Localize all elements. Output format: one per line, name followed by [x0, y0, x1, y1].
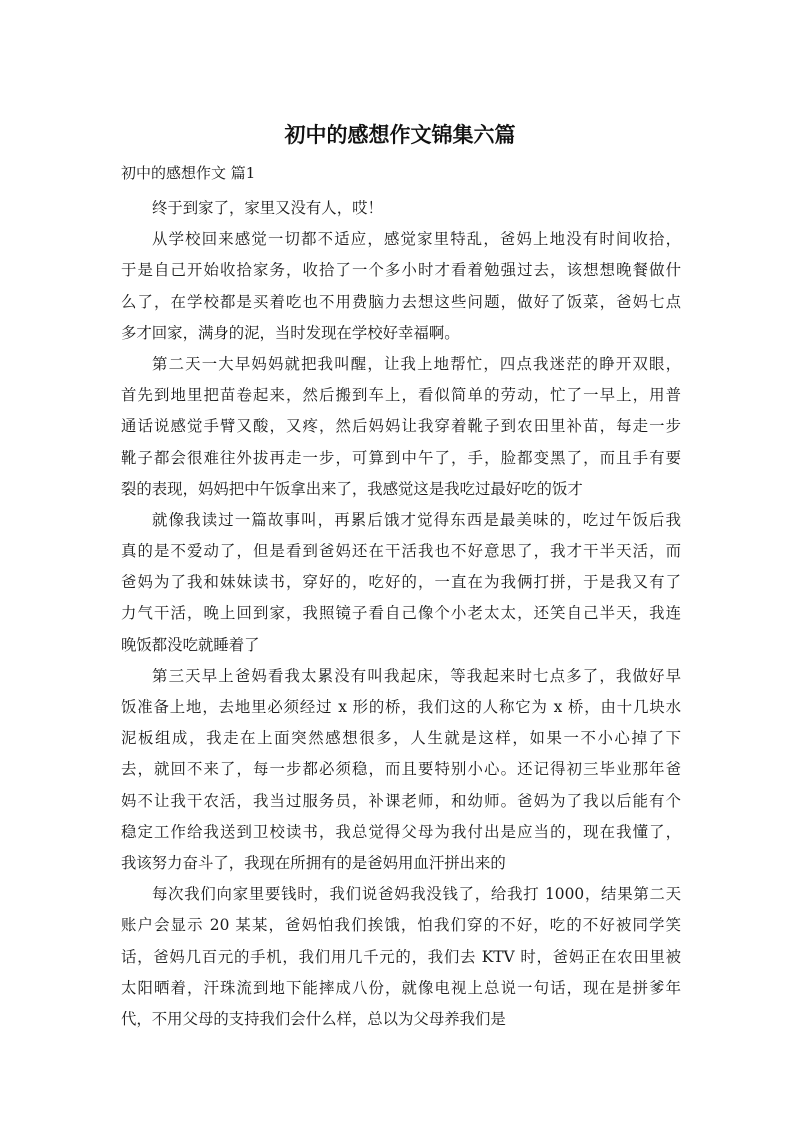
paragraph-line: 每次我们向家里要钱时，我们说爸妈我没钱了，给我打 1000，结果第二天 — [152, 885, 681, 904]
paragraph-line: 靴子都会很难往外拔再走一步，可算到中午了，手，脸都变黑了，而且手有要 — [121, 448, 681, 467]
paragraph — [121, 661, 681, 879]
paragraph-line: 通话说感觉手臂又酸，又疼，然后妈妈让我穿着靴子到农田里补苗，每走一步 — [121, 417, 681, 436]
paragraph-line: 多才回家，满身的泥，当时发现在学校好幸福啊。 — [121, 323, 460, 342]
paragraph-line: 第三天早上爸妈看我太累没有叫我起床，等我起来时七点多了，我做好早 — [152, 666, 681, 685]
paragraph-line: 代，不用父母的支持我们会什么样，总以为父母养我们是 — [121, 1009, 506, 1028]
paragraph-line: 饭准备上地，去地里必须经过 x 形的桥，我们这的人称它为 x 桥，由十几块水 — [121, 698, 681, 716]
paragraph-line: 就像我读过一篇故事叫，再累后饿才觉得东西是最美味的，吃过午饭后我 — [152, 510, 681, 529]
paragraph — [121, 349, 681, 505]
paragraph-line: 第二天一大早妈妈就把我叫醒，让我上地帮忙，四点我迷茫的睁开双眼， — [152, 354, 681, 373]
section-heading: 初中的感想作文 篇1 — [121, 164, 256, 182]
document-title: 初中的感想作文锦集六篇 — [284, 123, 516, 147]
paragraph-line: 裂的表现，妈妈把中午饭拿出来了，我感觉这是我吃过最好吃的饭才 — [121, 479, 583, 498]
paragraph-line: 终于到家了，家里又没有人，哎！ — [152, 199, 383, 217]
paragraph-line: 么了，在学校都是买着吃也不用费脑力去想这些问题，做好了饭菜，爸妈七点 — [121, 292, 681, 311]
paragraph-line: 首先到地里把苗卷起来，然后搬到车上，看似简单的劳动，忙了一早上，用普 — [121, 386, 681, 405]
paragraph-line: 从学校回来感觉一切都不适应，感觉家里特乱，爸妈上地没有时间收拾， — [152, 230, 681, 249]
paragraph — [121, 224, 681, 349]
paragraph-line: 真的是不爱动了，但是看到爸妈还在干活我也不好意思了，我才干半天活，而 — [121, 542, 681, 561]
paragraph-line: 泥板组成，我走在上面突然感想很多，人生就是这样，如果一不小心掉了下 — [121, 729, 681, 748]
paragraph — [121, 879, 681, 1035]
paragraph-line: 稳定工作给我送到卫校读书，我总觉得父母为我付出是应当的，现在我懂了， — [121, 822, 681, 841]
paragraph-line: 我该努力奋斗了，我现在所拥有的是爸妈用血汗拼出来的 — [121, 853, 506, 872]
paragraph-line: 账户会显示 20 某某，爸妈怕我们挨饿，怕我们穿的不好，吃的不好被同学笑 — [121, 916, 681, 935]
paragraph-line: 妈不让我干农活，我当过服务员，补课老师，和幼师。爸妈为了我以后能有个 — [121, 791, 681, 810]
paragraph-line: 话，爸妈几百元的手机，我们用几千元的，我们去 KTV 时，爸妈正在农田里被 — [121, 947, 681, 966]
paragraph-line: 晚饭都没吃就睡着了 — [121, 635, 260, 654]
document-body — [121, 193, 681, 1035]
paragraph-line: 力气干活，晚上回到家，我照镜子看自己像个小老太太，还笑自己半天，我连 — [121, 604, 681, 623]
paragraph-line: 去，就回不来了，每一步都必须稳，而且要特别小心。还记得初三毕业那年爸 — [121, 760, 681, 779]
paragraph-line: 太阳晒着，汗珠流到地下能摔成八份，就像电视上总说一句话，现在是拼爹年 — [121, 978, 681, 997]
paragraph-line: 于是自己开始收拾家务，收拾了一个多小时才看着勉强过去，该想想晚餐做什 — [121, 261, 681, 280]
paragraph — [121, 505, 681, 661]
paragraph — [121, 193, 681, 224]
paragraph-line: 爸妈为了我和妹妹读书，穿好的，吃好的，一直在为我俩打拼，于是我又有了 — [121, 573, 681, 592]
